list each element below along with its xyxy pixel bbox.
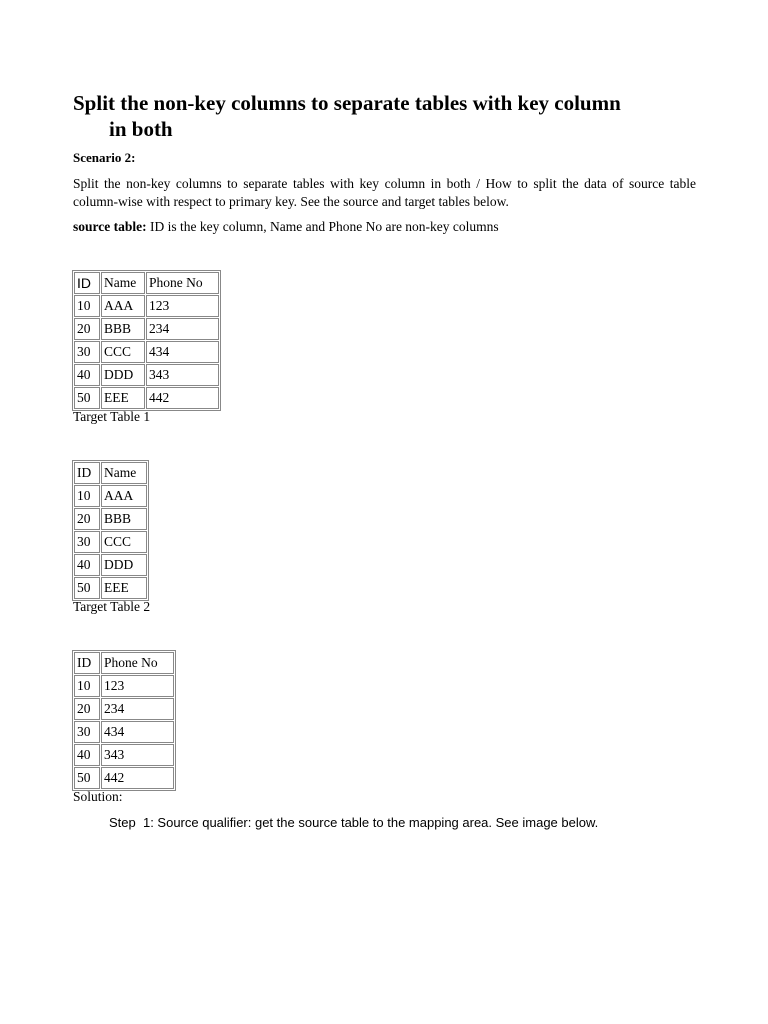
table-row [74, 675, 174, 697]
table-header-cell: Phone No [146, 272, 219, 294]
table-cell: EEE [101, 577, 147, 599]
table-row [74, 387, 219, 409]
table-header-cell: ID [74, 272, 100, 294]
table-cell: AAA [101, 295, 145, 317]
table-cell: 434 [101, 721, 174, 743]
table-row [74, 721, 174, 743]
table-row [74, 295, 219, 317]
source-table-desc-text: ID is the key column, Name and Phone No are non-key columns [146, 219, 499, 234]
table-header-cell: Phone No [101, 652, 174, 674]
table-cell: 434 [146, 341, 219, 363]
table-cell: 234 [146, 318, 219, 340]
solution-label: Solution: [73, 789, 123, 804]
table-row [74, 485, 147, 507]
source-table-label: source table: [73, 219, 147, 234]
table-cell: CCC [101, 341, 145, 363]
table-header-cell: ID [74, 652, 100, 674]
table-cell: 123 [146, 295, 219, 317]
page-title-line-1: Split the non-key columns to separate tables with key column [73, 91, 621, 115]
table-cell: 50 [74, 577, 100, 599]
table-cell: 123 [101, 675, 174, 697]
table-header-cell: Name [101, 462, 147, 484]
table-header-cell: ID [74, 462, 100, 484]
table-cell: 40 [74, 554, 100, 576]
table-cell: 442 [101, 767, 174, 789]
table-cell: 20 [74, 318, 100, 340]
table-cell: 20 [74, 698, 100, 720]
table-cell: BBB [101, 508, 147, 530]
target-table-2 [72, 650, 176, 791]
table-cell: 343 [101, 744, 174, 766]
source-table-description [73, 219, 499, 235]
table-cell: 10 [74, 675, 100, 697]
target-table-1 [72, 460, 149, 601]
table-cell: CCC [101, 531, 147, 553]
table-cell: AAA [101, 485, 147, 507]
target-table-2-caption: Target Table 2 [73, 599, 151, 614]
table-cell: EEE [101, 387, 145, 409]
table-cell: 10 [74, 295, 100, 317]
table-row [74, 508, 147, 530]
table-header-row [74, 652, 174, 674]
table-cell: 30 [74, 531, 100, 553]
table-cell: 343 [146, 364, 219, 386]
table-cell: 30 [74, 721, 100, 743]
target-table-1-caption: Target Table 1 [73, 409, 151, 424]
table-header-row [74, 272, 219, 294]
table-cell: 10 [74, 485, 100, 507]
table-row [74, 318, 219, 340]
table-cell: DDD [101, 554, 147, 576]
table-cell: 50 [74, 387, 100, 409]
table-cell: 40 [74, 744, 100, 766]
table-cell: BBB [101, 318, 145, 340]
table-cell: 442 [146, 387, 219, 409]
table-header-row [74, 462, 147, 484]
table-cell: 30 [74, 341, 100, 363]
table-cell: 40 [74, 364, 100, 386]
table-cell: 234 [101, 698, 174, 720]
table-row [74, 531, 147, 553]
table-row [74, 744, 174, 766]
table-row [74, 577, 147, 599]
table-cell: 20 [74, 508, 100, 530]
table-row [74, 341, 219, 363]
table-row [74, 698, 174, 720]
table-cell: DDD [101, 364, 145, 386]
intro-paragraph: Split the non-key columns to separate tables with key column in both / How to split the data of source table column-wise with respect to primary key. See the source and target tables below. [73, 176, 696, 209]
table-header-cell: Name [101, 272, 145, 294]
page-title-line-2: in both [109, 117, 173, 141]
table-row [74, 554, 147, 576]
page-title [73, 90, 703, 142]
table-row [74, 767, 174, 789]
scenario-label: Scenario 2: [73, 150, 136, 165]
step-1-text: Step 1: Source qualifier: get the source table to the mapping area. See image below. [109, 815, 599, 830]
table-cell: 50 [74, 767, 100, 789]
table-row [74, 364, 219, 386]
source-table [72, 270, 221, 411]
